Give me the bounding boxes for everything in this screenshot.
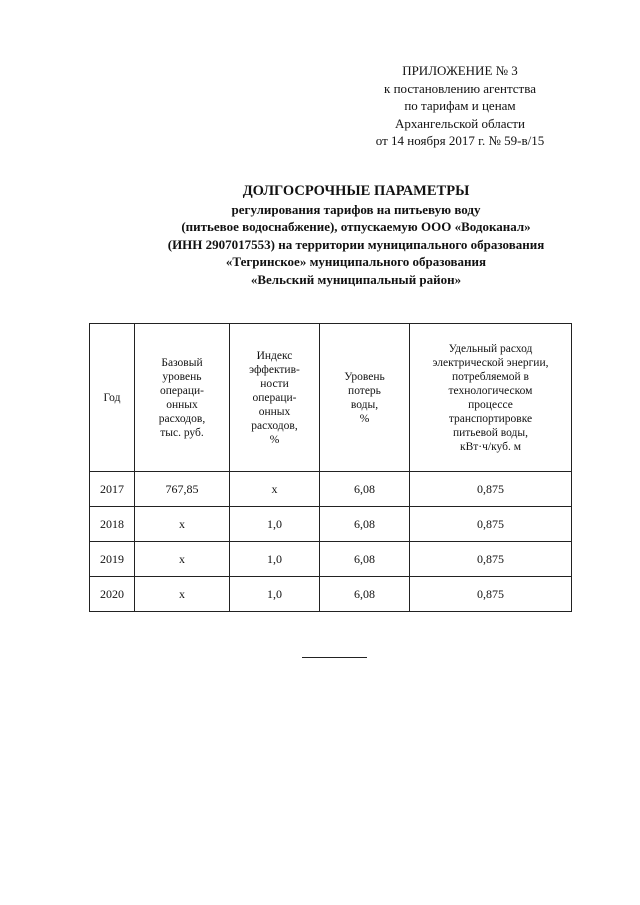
title-heading: ДОЛГОСРОЧНЫЕ ПАРАМЕТРЫ bbox=[242, 183, 470, 199]
title-line: (питьевое водоснабжение), отпускаемую ООО «Водоканал» bbox=[181, 219, 531, 234]
header-water-loss-text: Уровень потерь воды, % bbox=[344, 370, 385, 425]
end-separator-line bbox=[302, 657, 367, 658]
appendix-line: Архангельской области bbox=[395, 115, 525, 131]
header-energy-consumption-text: Удельный расход электрической энергии, потребляемой в технологическом процессе транспортировке питьевой воды, кВт·ч/куб. м bbox=[432, 342, 549, 453]
header-year bbox=[90, 324, 135, 472]
cell-energy-consumption: 0,875 bbox=[410, 577, 572, 612]
header-efficiency-index-text: Индекс эффектив- ности операци- онных расходов, % bbox=[249, 349, 300, 446]
table-row bbox=[90, 542, 572, 577]
header-water-loss bbox=[320, 324, 410, 472]
appendix-line: по тарифам и ценам bbox=[404, 98, 516, 113]
title-line: регулирования тарифов на питьевую воду bbox=[231, 201, 481, 217]
parameters-table bbox=[89, 323, 572, 612]
table-row bbox=[90, 472, 572, 507]
cell-efficiency-index: 1,0 bbox=[230, 542, 320, 577]
title-line: «Тегринское» муниципального образования bbox=[225, 254, 487, 269]
header-base-opex bbox=[135, 324, 230, 472]
cell-base-opex: х bbox=[135, 507, 230, 542]
title-line: (ИНН 2907017553) на территории муниципального образования bbox=[167, 236, 545, 252]
table-row bbox=[90, 577, 572, 612]
header-year-text: Год bbox=[103, 391, 121, 404]
appendix-line: к постановлению агентства bbox=[384, 80, 536, 96]
cell-year: 2017 bbox=[90, 472, 135, 507]
cell-base-opex: х bbox=[135, 542, 230, 577]
cell-water-loss: 6,08 bbox=[320, 507, 410, 542]
appendix-block bbox=[340, 62, 580, 150]
header-efficiency-index bbox=[230, 324, 320, 472]
document-title bbox=[60, 183, 640, 288]
appendix-label: ПРИЛОЖЕНИЕ № 3 bbox=[402, 63, 518, 78]
cell-year: 2020 bbox=[90, 577, 135, 612]
cell-energy-consumption: 0,875 bbox=[410, 507, 572, 542]
title-line: «Вельский муниципальный район» bbox=[250, 271, 462, 287]
cell-energy-consumption: 0,875 bbox=[410, 542, 572, 577]
cell-efficiency-index: 1,0 bbox=[230, 577, 320, 612]
cell-base-opex: х bbox=[135, 577, 230, 612]
cell-energy-consumption: 0,875 bbox=[410, 472, 572, 507]
cell-efficiency-index: х bbox=[230, 472, 320, 507]
table-header-row bbox=[90, 324, 572, 472]
cell-water-loss: 6,08 bbox=[320, 472, 410, 507]
header-base-opex-text: Базовый уровень операци- онных расходов, тыс. руб. bbox=[158, 356, 206, 439]
table-row bbox=[90, 507, 572, 542]
cell-base-opex: 767,85 bbox=[135, 472, 230, 507]
appendix-date-line: от 14 ноября 2017 г. № 59-в/15 bbox=[375, 133, 545, 148]
cell-water-loss: 6,08 bbox=[320, 577, 410, 612]
header-energy-consumption bbox=[410, 324, 572, 472]
cell-efficiency-index: 1,0 bbox=[230, 507, 320, 542]
cell-year: 2018 bbox=[90, 507, 135, 542]
cell-water-loss: 6,08 bbox=[320, 542, 410, 577]
cell-year: 2019 bbox=[90, 542, 135, 577]
